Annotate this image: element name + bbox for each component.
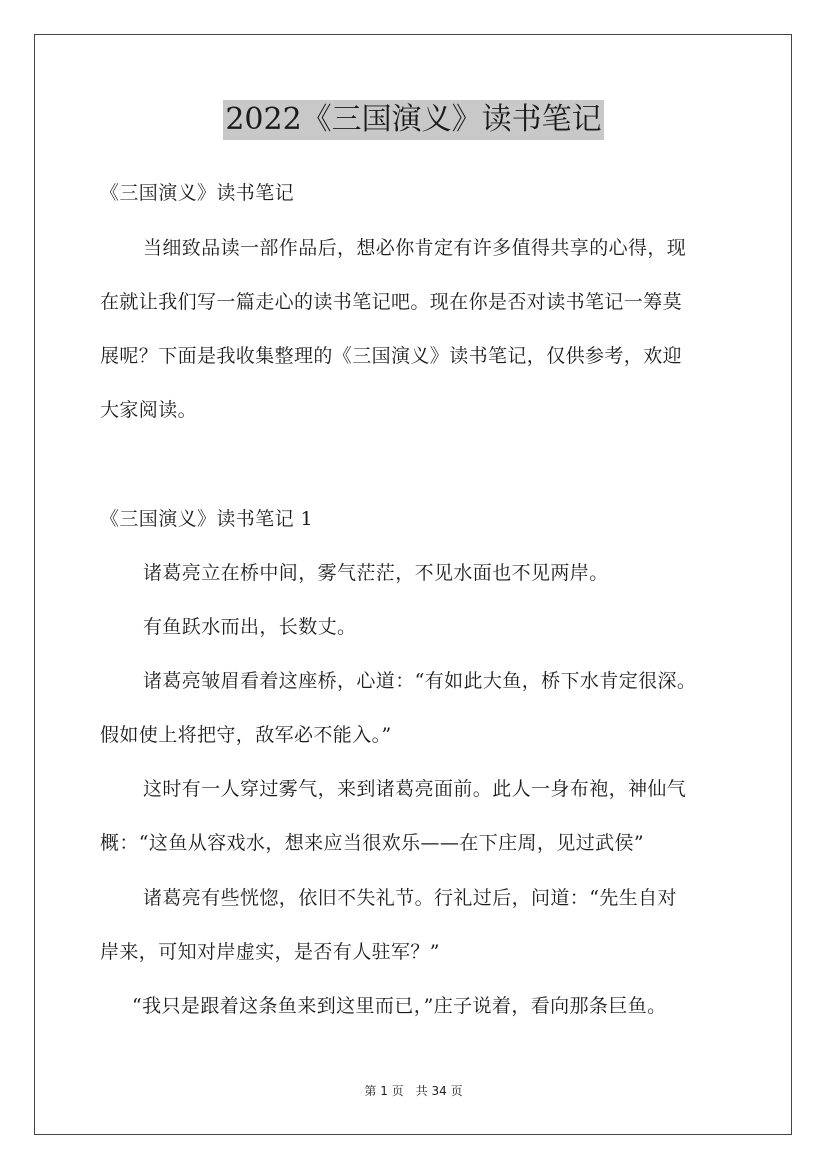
paragraph-line: 诸葛亮皱眉看着这座桥，心道：“有如此大鱼，桥下水肯定很深。 [143,670,697,692]
page-footer [0,1083,827,1099]
section-heading: 《三国演义》读书笔记 1 [100,508,313,530]
paragraph-line: 展呢？下面是我收集整理的《三国演义》读书笔记，仅供参考，欢迎 [100,345,683,367]
paragraph-line: 岸来，可知对岸虚实，是否有人驻军？” [100,941,440,963]
paragraph-line: 概：“这鱼从容戏水，想来应当很欢乐——在下庄周，见过武侯” [100,832,645,854]
section-heading: 《三国演义》读书笔记 [100,182,295,204]
paragraph-line: 诸葛亮立在桥中间，雾气茫茫，不见水面也不见两岸。 [143,562,609,584]
document-title: 2022《三国演义》读书笔记 [223,100,603,140]
title-wrap [0,100,827,140]
paragraph-line: 大家阅读。 [100,399,198,421]
paragraph-line: 假如使上将把守，敌军必不能入。” [100,724,392,746]
paragraph-line: 有鱼跃水而出，长数丈。 [143,616,357,638]
paragraph-line: 诸葛亮有些恍惚，依旧不失礼节。行礼过后，问道：“先生自对 [143,887,677,909]
paragraph-line: 这时有一人穿过雾气，来到诸葛亮面前。此人一身布袍，神仙气 [143,778,687,800]
paragraph-line: 当细致品读一部作品后，想必你肯定有许多值得共享的心得，现 [143,237,687,259]
paragraph-line: 在就让我们写一篇走心的读书笔记吧。现在你是否对读书笔记一筹莫 [100,291,683,313]
page-number: 第 1 页 共 34 页 [364,1084,463,1098]
paragraph-line: “我只是跟着这条鱼来到这里而已，”庄子说着，看向那条巨鱼。 [132,995,667,1017]
